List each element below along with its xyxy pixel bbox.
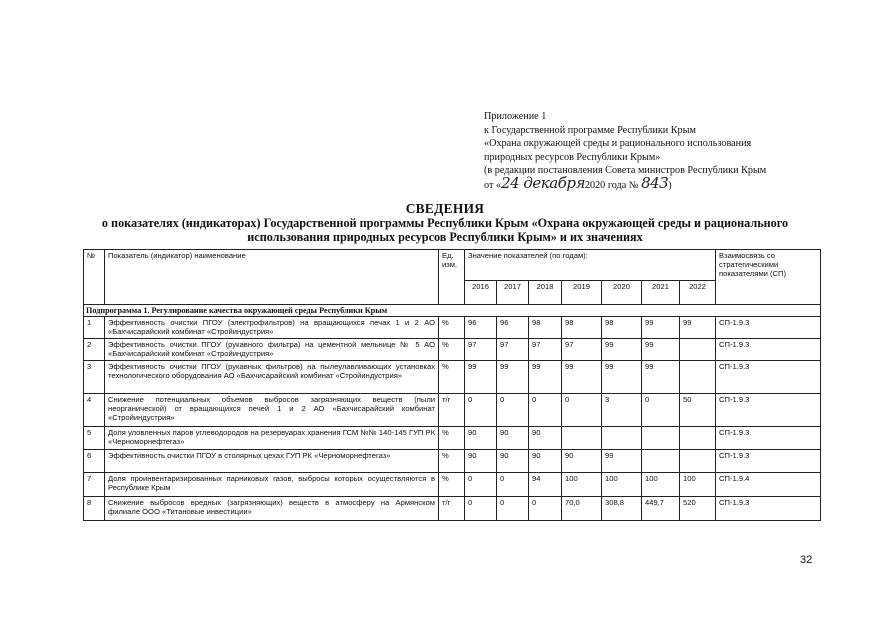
row-value: [562, 427, 602, 450]
row-indicator: Эффективность очистки ПГОУ (электрофильтров) на вращающихся печах 1 и 2 АО «Бахчисарайский комбинат «Стройиндустрия»: [105, 317, 439, 339]
row-sp: СП-1.9.3: [716, 394, 821, 427]
year-header: 2016: [465, 281, 497, 305]
row-value: 99: [465, 361, 497, 394]
row-value: 99: [602, 361, 642, 394]
date-prefix: от «: [484, 179, 502, 191]
appendix-line: к Государственной программе Республики Крым: [484, 124, 696, 136]
row-value: 90: [497, 427, 529, 450]
row-indicator: Снижение потенциальных объемов выбросов загрязняющих веществ (пыли неорганической) от вращающихся печей 1 и 2 АО «Бахчисарайский комбинат «Стройиндустрия»: [105, 394, 439, 427]
row-sp: СП-1.9.3: [716, 317, 821, 339]
row-num: 2: [84, 339, 105, 361]
appendix-line: Приложение 1: [484, 111, 547, 122]
row-value: 99: [642, 361, 680, 394]
row-sp: СП-1.9.3: [716, 339, 821, 361]
row-value: 0: [529, 394, 562, 427]
row-indicator: Эффективность очистки ПГОУ (рукавных фильтров) на пылеулавливающих установках технологического оборудования АО «Бахчисарайский комбинат «Стройиндустрия»: [105, 361, 439, 394]
row-value: 0: [642, 394, 680, 427]
row-value: 70,0: [562, 497, 602, 521]
table-row: [84, 473, 821, 497]
row-num: 3: [84, 361, 105, 394]
row-value: 90: [465, 427, 497, 450]
year-header: 2018: [529, 281, 562, 305]
row-value: [680, 427, 716, 450]
row-value: 97: [497, 339, 529, 361]
table-row: [84, 339, 821, 361]
row-indicator: Эффективность очистки ПГОУ в столярных цехах ГУП РК «Черноморнефтегаз»: [105, 450, 439, 473]
appendix-line: «Охрана окружающей среды и рационального использования: [484, 138, 752, 150]
row-value: 0: [465, 394, 497, 427]
table-row: [84, 361, 821, 394]
row-value: 96: [497, 317, 529, 339]
row-num: 6: [84, 450, 105, 473]
row-value: 99: [680, 317, 716, 339]
document-title: [95, 202, 795, 245]
row-num: 8: [84, 497, 105, 521]
row-value: 449,7: [642, 497, 680, 521]
handwritten-date: 24 декабря: [501, 173, 585, 192]
header-values: Значение показателей (по годам):: [465, 250, 716, 281]
row-value: [642, 427, 680, 450]
row-indicator: Доля уловленных паров углеводородов на резервуарах хранения ГСМ №№ 140-145 ГУП РК «Черноморнефтегаз»: [105, 427, 439, 450]
row-unit: %: [439, 317, 465, 339]
row-value: 90: [529, 427, 562, 450]
row-sp: СП-1.9.3: [716, 427, 821, 450]
row-num: 4: [84, 394, 105, 427]
row-value: 96: [465, 317, 497, 339]
table-row: [84, 427, 821, 450]
year-header: 2017: [497, 281, 529, 305]
row-unit: %: [439, 473, 465, 497]
row-value: 98: [602, 317, 642, 339]
appendix-date-line: [484, 173, 844, 193]
title-line: использования природных ресурсов Республики Крым» и их значениях: [247, 230, 643, 245]
row-value: 97: [465, 339, 497, 361]
row-value: [642, 450, 680, 473]
row-value: 0: [465, 473, 497, 497]
header-num: №: [84, 250, 105, 305]
appendix-block: [484, 110, 844, 193]
row-value: 90: [497, 450, 529, 473]
row-value: 99: [602, 339, 642, 361]
row-value: 94: [529, 473, 562, 497]
row-value: [680, 361, 716, 394]
row-value: [680, 450, 716, 473]
row-sp: СП-1.9.3: [716, 497, 821, 521]
row-value: 99: [642, 339, 680, 361]
row-value: [680, 339, 716, 361]
date-mid: 2020 года №: [584, 179, 639, 191]
row-value: 90: [465, 450, 497, 473]
row-value: 0: [497, 473, 529, 497]
handwritten-number: 843: [641, 173, 669, 192]
row-value: 100: [602, 473, 642, 497]
row-value: 100: [642, 473, 680, 497]
row-value: 99: [642, 317, 680, 339]
row-sp: СП-1.9.4: [716, 473, 821, 497]
row-value: [602, 427, 642, 450]
row-value: 520: [680, 497, 716, 521]
header-relation: Взаимосвязь со стратегическими показателями (СП): [716, 250, 821, 305]
row-value: 100: [562, 473, 602, 497]
row-indicator: Доля проинвентаризированных парниковых газов, выбросы которых осуществляются в Республике Крым: [105, 473, 439, 497]
row-unit: %: [439, 427, 465, 450]
row-value: 50: [680, 394, 716, 427]
row-value: 99: [497, 361, 529, 394]
row-value: 97: [529, 339, 562, 361]
row-value: 0: [562, 394, 602, 427]
row-sp: СП-1.9.3: [716, 361, 821, 394]
row-value: 0: [529, 497, 562, 521]
title-line: о показателях (индикаторах) Государственной программы Республики Крым «Охрана окружающей среды и рационального: [101, 216, 789, 231]
row-unit: %: [439, 339, 465, 361]
row-unit: т/г: [439, 394, 465, 427]
title-heading: СВЕДЕНИЯ: [405, 201, 485, 216]
appendix-line: природных ресурсов Республики Крым»: [484, 151, 661, 163]
subprogram-title: Подпрограмма 1. Регулирование качества окружающей среды Республики Крым: [84, 305, 821, 317]
row-indicator: Эффективность очистки ПГОУ (рукавного фильтра) на цементной мельнице № 5 АО «Бахчисарайский комбинат «Стройиндустрия»: [105, 339, 439, 361]
row-num: 1: [84, 317, 105, 339]
row-unit: %: [439, 450, 465, 473]
year-header: 2022: [680, 281, 716, 305]
table-row: [84, 394, 821, 427]
row-value: 308,8: [602, 497, 642, 521]
row-value: 98: [529, 317, 562, 339]
table-row: [84, 317, 821, 339]
row-indicator: Снижение выбросов вредных (загрязняющих) веществ в атмосферу на Армянском филиале ООО «Титановые инвестиции»: [105, 497, 439, 521]
page-number: 32: [800, 554, 813, 566]
row-value: 99: [529, 361, 562, 394]
row-unit: т/г: [439, 497, 465, 521]
header-indicator: Показатель (индикатор) наименование: [105, 250, 439, 305]
row-value: 90: [562, 450, 602, 473]
year-header: 2020: [602, 281, 642, 305]
appendix-line: (в редакции постановления Совета министров Республики Крым: [484, 165, 767, 177]
year-header: 2019: [562, 281, 602, 305]
row-value: 0: [497, 394, 529, 427]
header-unit: Ед. изм.: [439, 250, 465, 305]
year-header: 2021: [642, 281, 680, 305]
row-value: 100: [680, 473, 716, 497]
row-value: 99: [562, 361, 602, 394]
row-value: 99: [602, 450, 642, 473]
row-value: 98: [562, 317, 602, 339]
table-row: [84, 450, 821, 473]
row-unit: %: [439, 361, 465, 394]
row-value: 3: [602, 394, 642, 427]
row-value: 0: [497, 497, 529, 521]
date-suffix: ): [668, 179, 672, 191]
indicators-table: [83, 249, 821, 521]
row-num: 7: [84, 473, 105, 497]
row-value: 90: [529, 450, 562, 473]
row-value: 97: [562, 339, 602, 361]
row-value: 0: [465, 497, 497, 521]
row-num: 5: [84, 427, 105, 450]
table-row: [84, 497, 821, 521]
row-sp: СП-1.9.3: [716, 450, 821, 473]
